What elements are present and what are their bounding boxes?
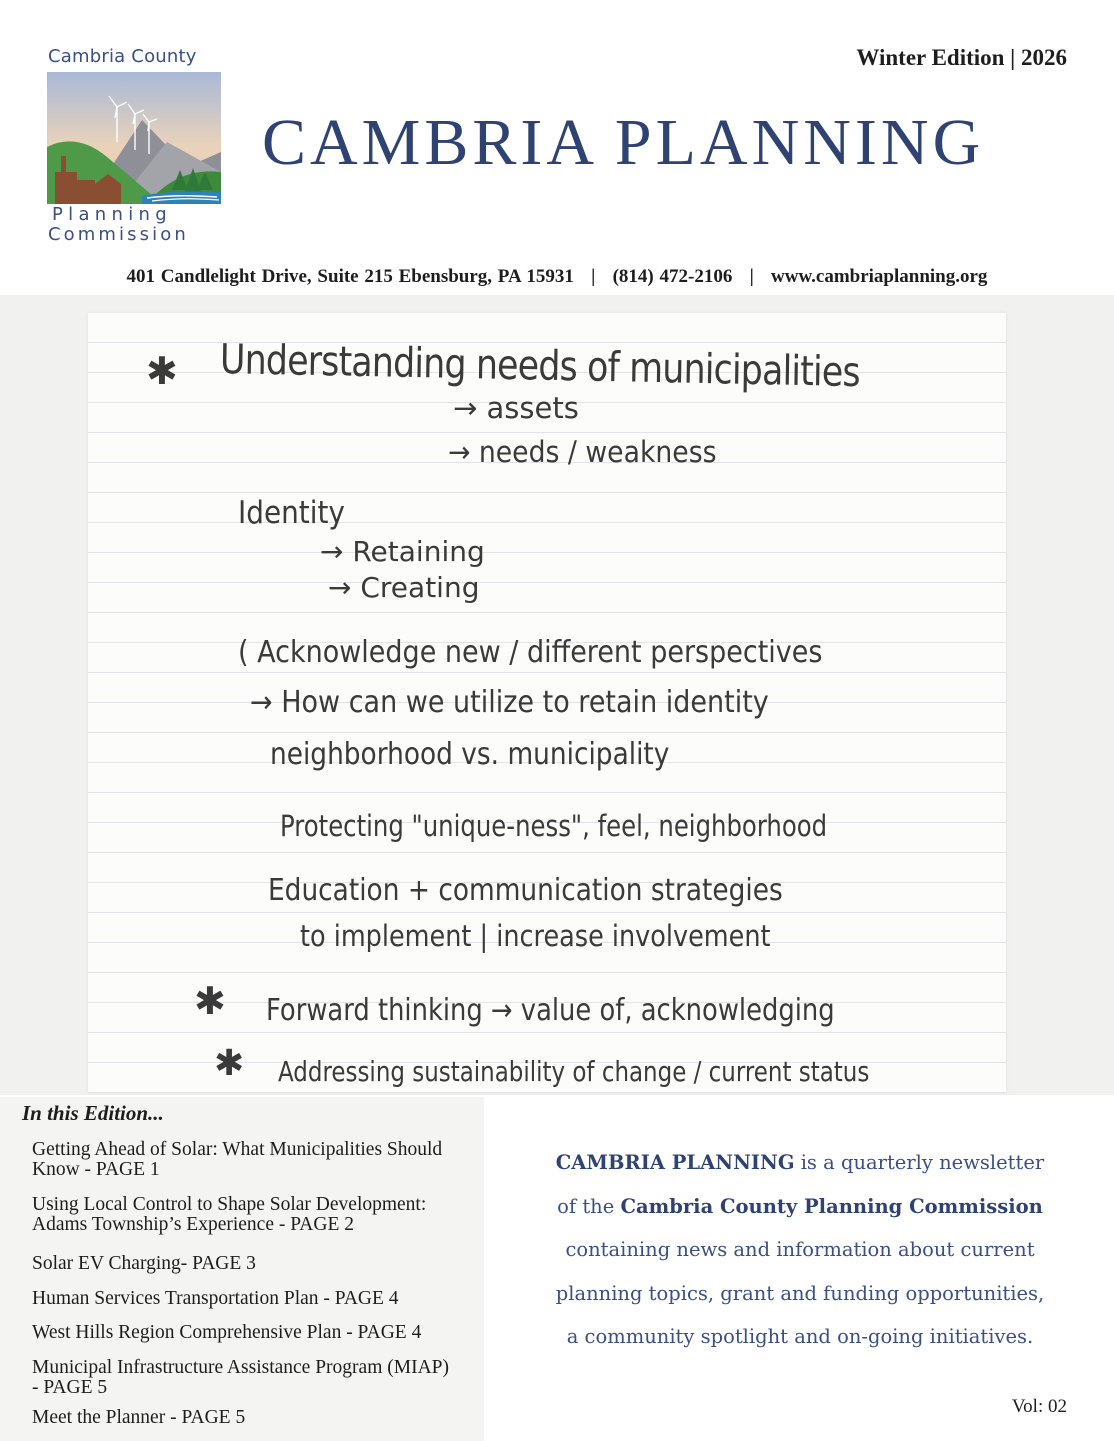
commission-logo [44,46,226,244]
note-line: neighborhood vs. municipality [270,737,670,772]
note-line: Protecting "unique-ness", feel, neighborhood [280,809,828,843]
note-line: → Creating [328,571,480,604]
about-text: containing news and information about current [565,1238,1035,1261]
logo-top-text: Cambria County [48,46,197,67]
edition-label: Winter Edition | 2026 [856,45,1067,70]
about-text: of the [557,1194,621,1218]
note-line: → Retaining [320,535,485,568]
contents-item[interactable]: West Hills Region Comprehensive Plan - PAGE 4 [32,1322,422,1343]
logo-bottom-line2: Commission [48,224,189,245]
contents-item[interactable]: Meet the Planner - PAGE 5 [32,1407,246,1428]
note-line: Identity [238,495,345,531]
contents-item[interactable]: Using Local Control to Shape Solar Development: Adams Township’s Experience - PAGE 2 [32,1194,427,1235]
about-bold-commission: Cambria County Planning Commission [620,1194,1043,1218]
contents-item[interactable]: Municipal Infrastructure Assistance Program (MIAP) - PAGE 5 [32,1357,449,1398]
logo-bottom-line1: Planning [52,204,172,225]
edition-contents [0,1097,484,1441]
note-line: Understanding needs of municipalities [219,335,861,397]
contents-item[interactable]: Solar EV Charging- PAGE 3 [32,1253,256,1274]
newsletter-title: CAMBRIA PLANNING [262,106,985,179]
note-line: ( Acknowledge new / different perspectives [238,635,823,670]
note-line: Education + communication strategies [268,873,783,908]
about-bold-title: CAMBRIA PLANNING [555,1151,795,1174]
note-line: to implement | increase involvement [300,919,771,953]
lined-paper [88,313,1006,1093]
about-text: planning topics, grant and funding opportunities, [555,1281,1045,1305]
contents-item[interactable]: Getting Ahead of Solar: What Municipalities Should Know - PAGE 1 [32,1139,443,1180]
newsletter-description [540,1141,1060,1359]
note-line: Forward thinking → value of, acknowledging [266,993,835,1028]
note-star: ✱ [194,979,226,1023]
handwritten-notes-photo [0,295,1114,1095]
note-line: Addressing sustainability of change / current status [278,1055,870,1088]
note-star: ✱ [214,1043,245,1084]
note-star: ✱ [146,349,178,393]
note-line: → How can we utilize to retain identity [250,685,769,720]
volume-label: Vol: 02 [1011,1396,1067,1417]
contact-address-line: 401 Candlelight Drive, Suite 215 Ebensburg, PA 15931 | (814) 472-2106 | www.cambriaplanning.org [126,266,988,287]
note-line: → assets [453,391,579,425]
contents-heading: In this Edition... [22,1101,164,1125]
about-text: a community spotlight and on-going initiatives. [566,1325,1034,1348]
note-line: → needs / weakness [448,435,717,469]
contents-item[interactable]: Human Services Transportation Plan - PAGE 4 [32,1288,399,1309]
landscape-logo-icon [47,72,221,204]
about-text: is a quarterly newsletter [794,1151,1045,1174]
